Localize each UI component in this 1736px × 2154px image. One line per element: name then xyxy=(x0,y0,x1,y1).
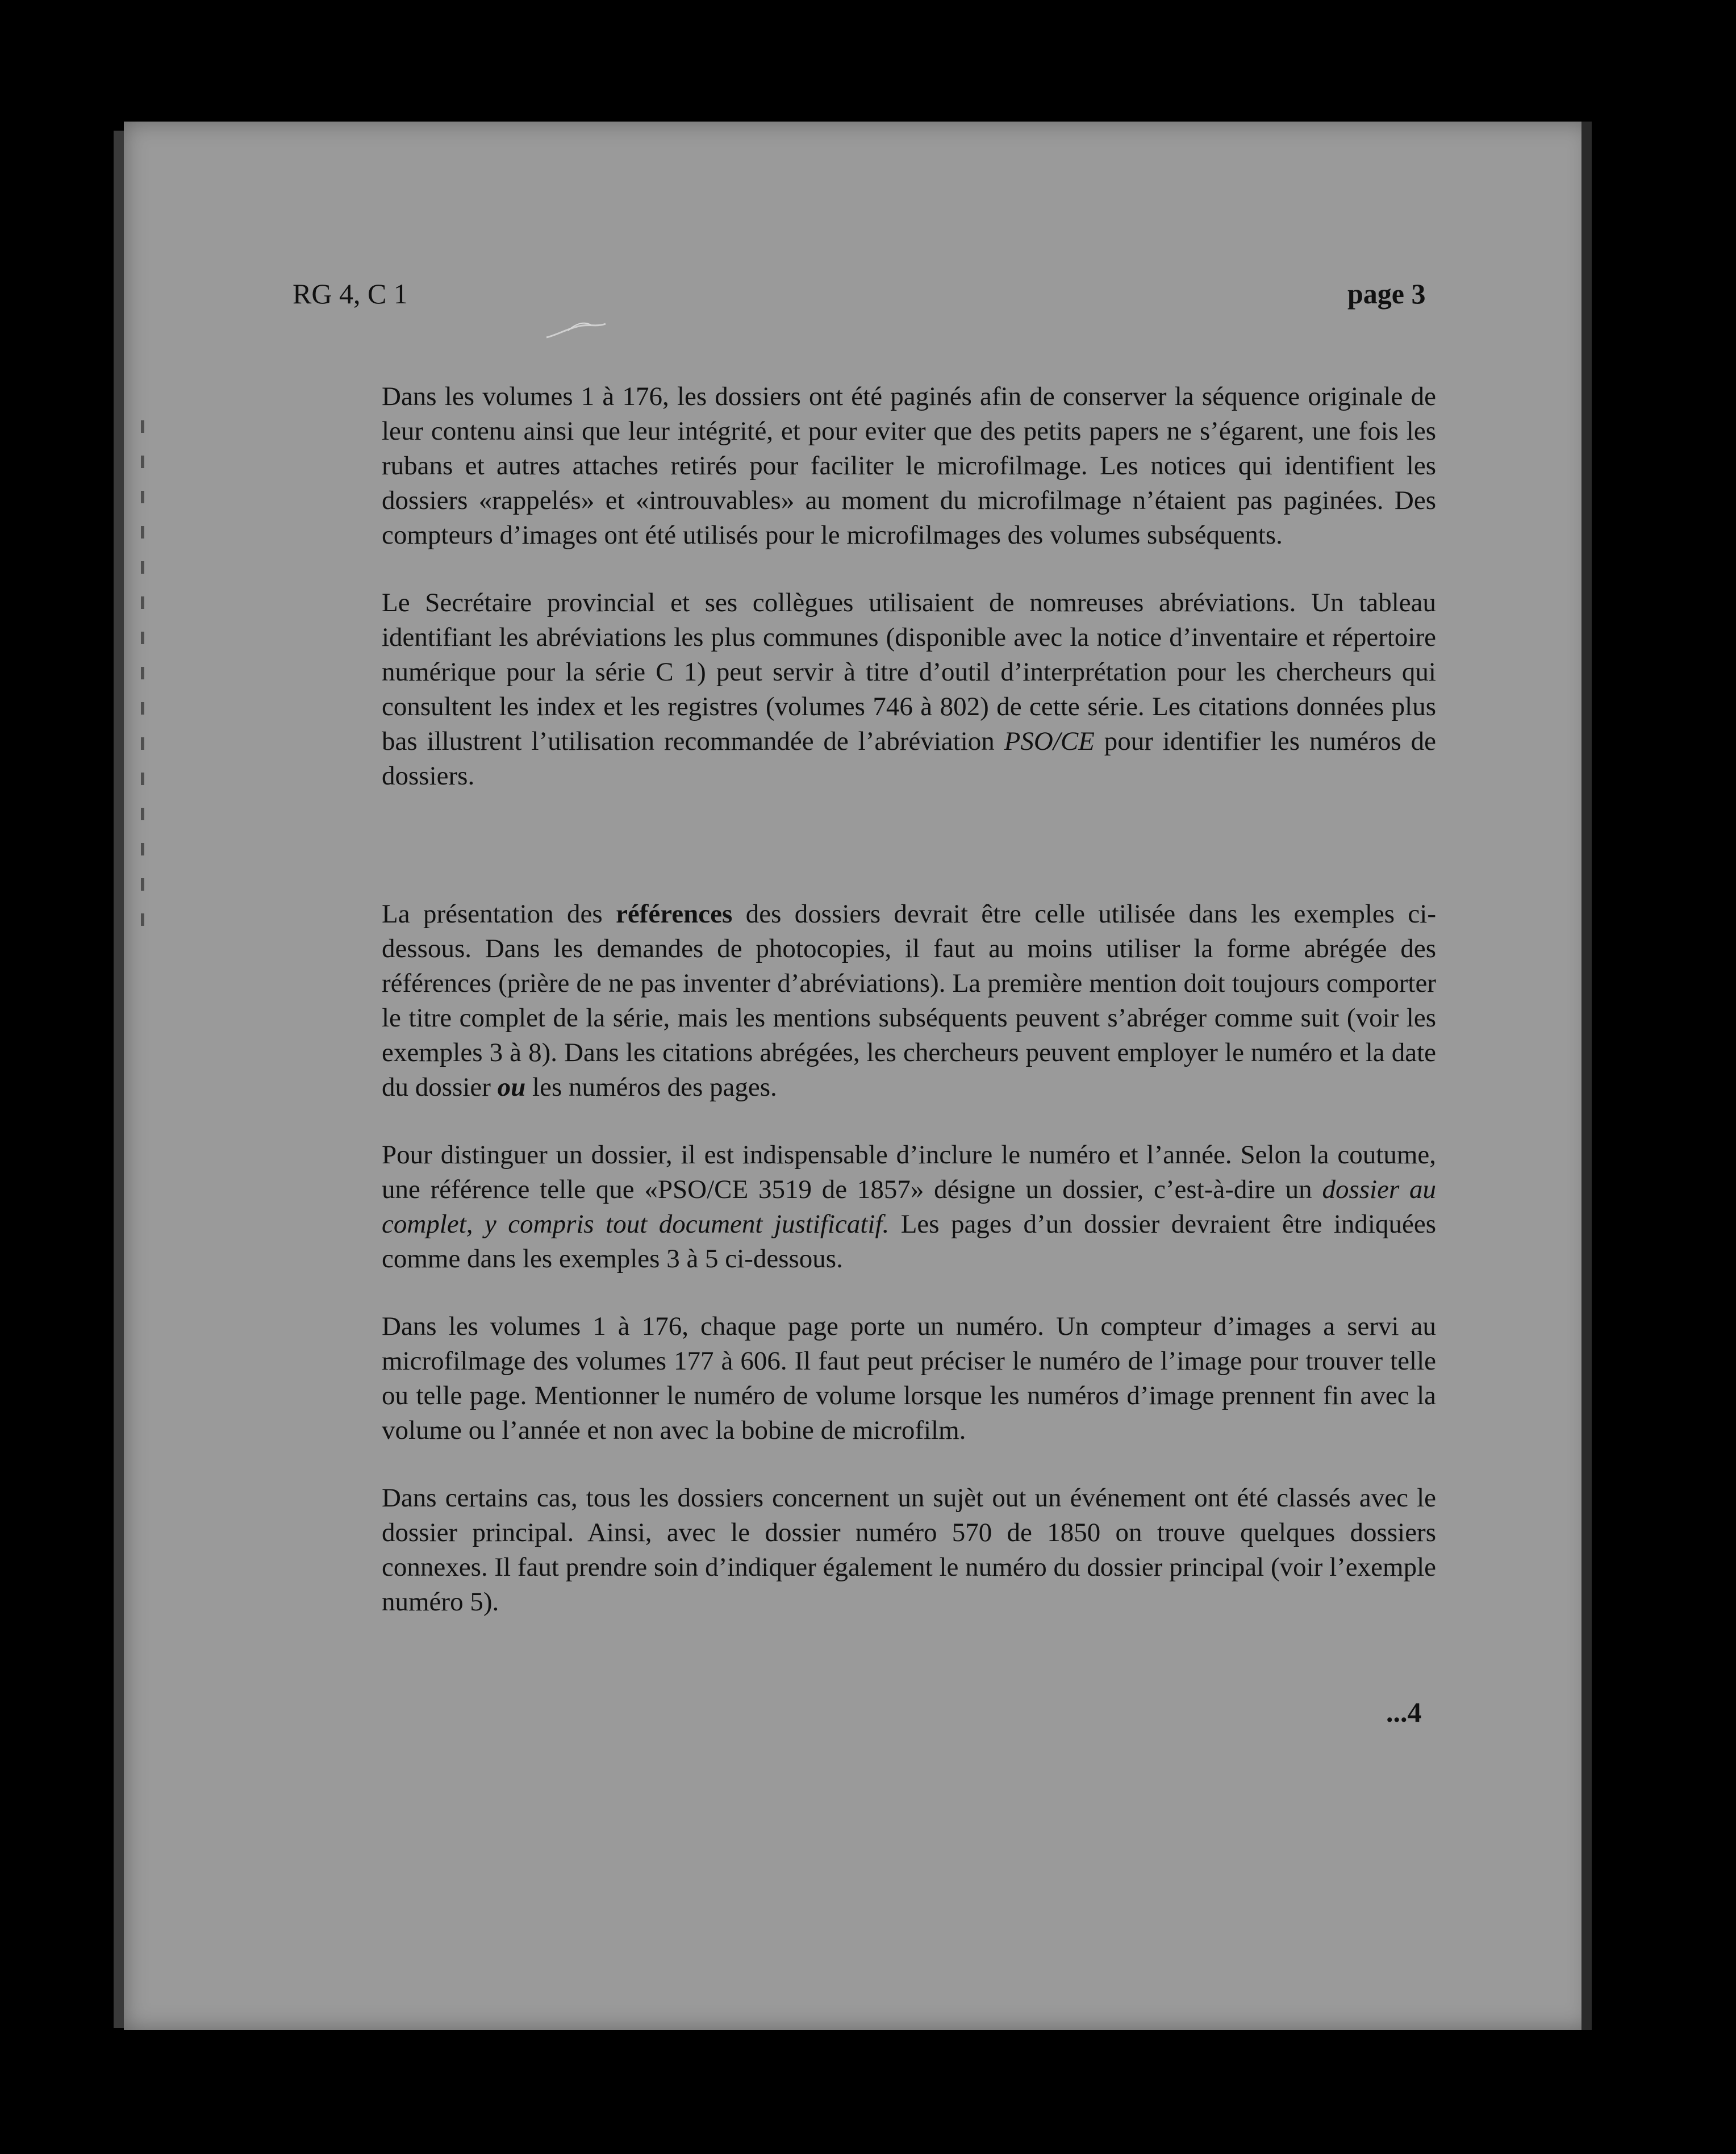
bold-term: références xyxy=(616,899,733,929)
paragraph-text: Les pages d’un dossier devraient être indiquées comme dans les exemples 3 à 5 ci-dessous. xyxy=(382,1209,1436,1274)
paragraph-references xyxy=(382,897,1436,1105)
page-number: page 3 xyxy=(1347,278,1426,310)
paragraph-text: Pour distinguer un dossier, il est indispensable d’inclure le numéro et l’année. Selon la coutume, une référence telle que «PSO/CE 3519 de 1857» désigne un dossier, c’est-à-dire un xyxy=(382,1140,1436,1204)
paragraph-text: pour identifier les numéros de dossiers. xyxy=(382,727,1436,791)
paragraph-pagination: Dans les volumes 1 à 176, les dossiers ont été paginés afin de conserver la séquence originale de leur contenu ainsi que leur intégrité, et pour eviter que des petits papers ne s’égarent, une fois les rubans et autres attaches retirés pour faciliter le microfilmage. Les notices qui identifient les dossiers «rappelés» et «introuvables» au moment du microfilmage n’étaient pas paginées. Des compteurs d’images ont été utilisés pour le microfilmages des volumes subséquents. xyxy=(382,382,1436,550)
paragraph-text: Le Secrétaire provincial et ses collègues utilisaient de nomreuses abréviations. Un tableau identifiant les abréviations les plus communes (disponible avec la notice d’inventaire et répertoire numérique pour la série C 1) peut servir à titre d’outil d’interprétation pour les chercheurs qui consultent les index et les registres (volumes 746 à 802) de cette série. Les citations données plus bas illustrent l’utilisation recommandée de l’abréviation xyxy=(382,588,1436,756)
paragraph-text: La présentation des xyxy=(382,899,616,929)
abbreviation-psoce: PSO/CE xyxy=(1004,727,1095,756)
document-body xyxy=(382,379,1436,1619)
paragraph-image-counter: Dans les volumes 1 à 176, chaque page porte un numéro. Un compteur d’images a servi au microfilmage des volumes 177 à 606. Il faut peut préciser le numéro de l’image pour trouver telle ou telle page. Mentionner le numéro de volume lorsque les numéros d’image prennent fin avec la volume ou l’année et non avec la bobine de microfilm. xyxy=(382,1312,1436,1445)
paragraph-text: des dossiers devrait être celle utilisée dans les exemples ci-dessous. Dans les demandes de photocopies, il faut au moins utiliser la forme abrégée des références (prière de ne pas inventer d’abréviations). La première mention doit toujours comporter le titre complet de la série, mais les mentions subséquents peuvent s’abréger comme suit (voir les exemples 3 à 8). Dans les citations abrégées, les chercheurs peuvent employer le numéro et la date du dossier xyxy=(382,899,1436,1102)
emphasis-dossier: dossier au complet, y compris tout document justificatif. xyxy=(382,1175,1436,1239)
paragraph-abbreviations xyxy=(382,586,1436,794)
paragraph-distinguish xyxy=(382,1138,1436,1276)
paragraph-text: les numéros des pages. xyxy=(525,1072,777,1102)
emphasis-ou: ou xyxy=(497,1072,526,1102)
series-reference: RG 4, C 1 xyxy=(293,278,408,310)
margin-marks xyxy=(141,420,144,932)
paragraph-related-files: Dans certains cas, tous les dossiers concernent un sujèt out un événement ont été classés avec le dossier principal. Ainsi, avec le dossier numéro 570 de 1850 on trouve quelques dossiers connexes. Il faut prendre soin d’indiquer également le numéro du dossier principal (voir l’exemple numéro 5). xyxy=(382,1483,1436,1617)
continuation-marker: ...4 xyxy=(1386,1696,1422,1728)
pen-mark xyxy=(545,318,608,341)
scan-right-edge xyxy=(1581,122,1592,2030)
